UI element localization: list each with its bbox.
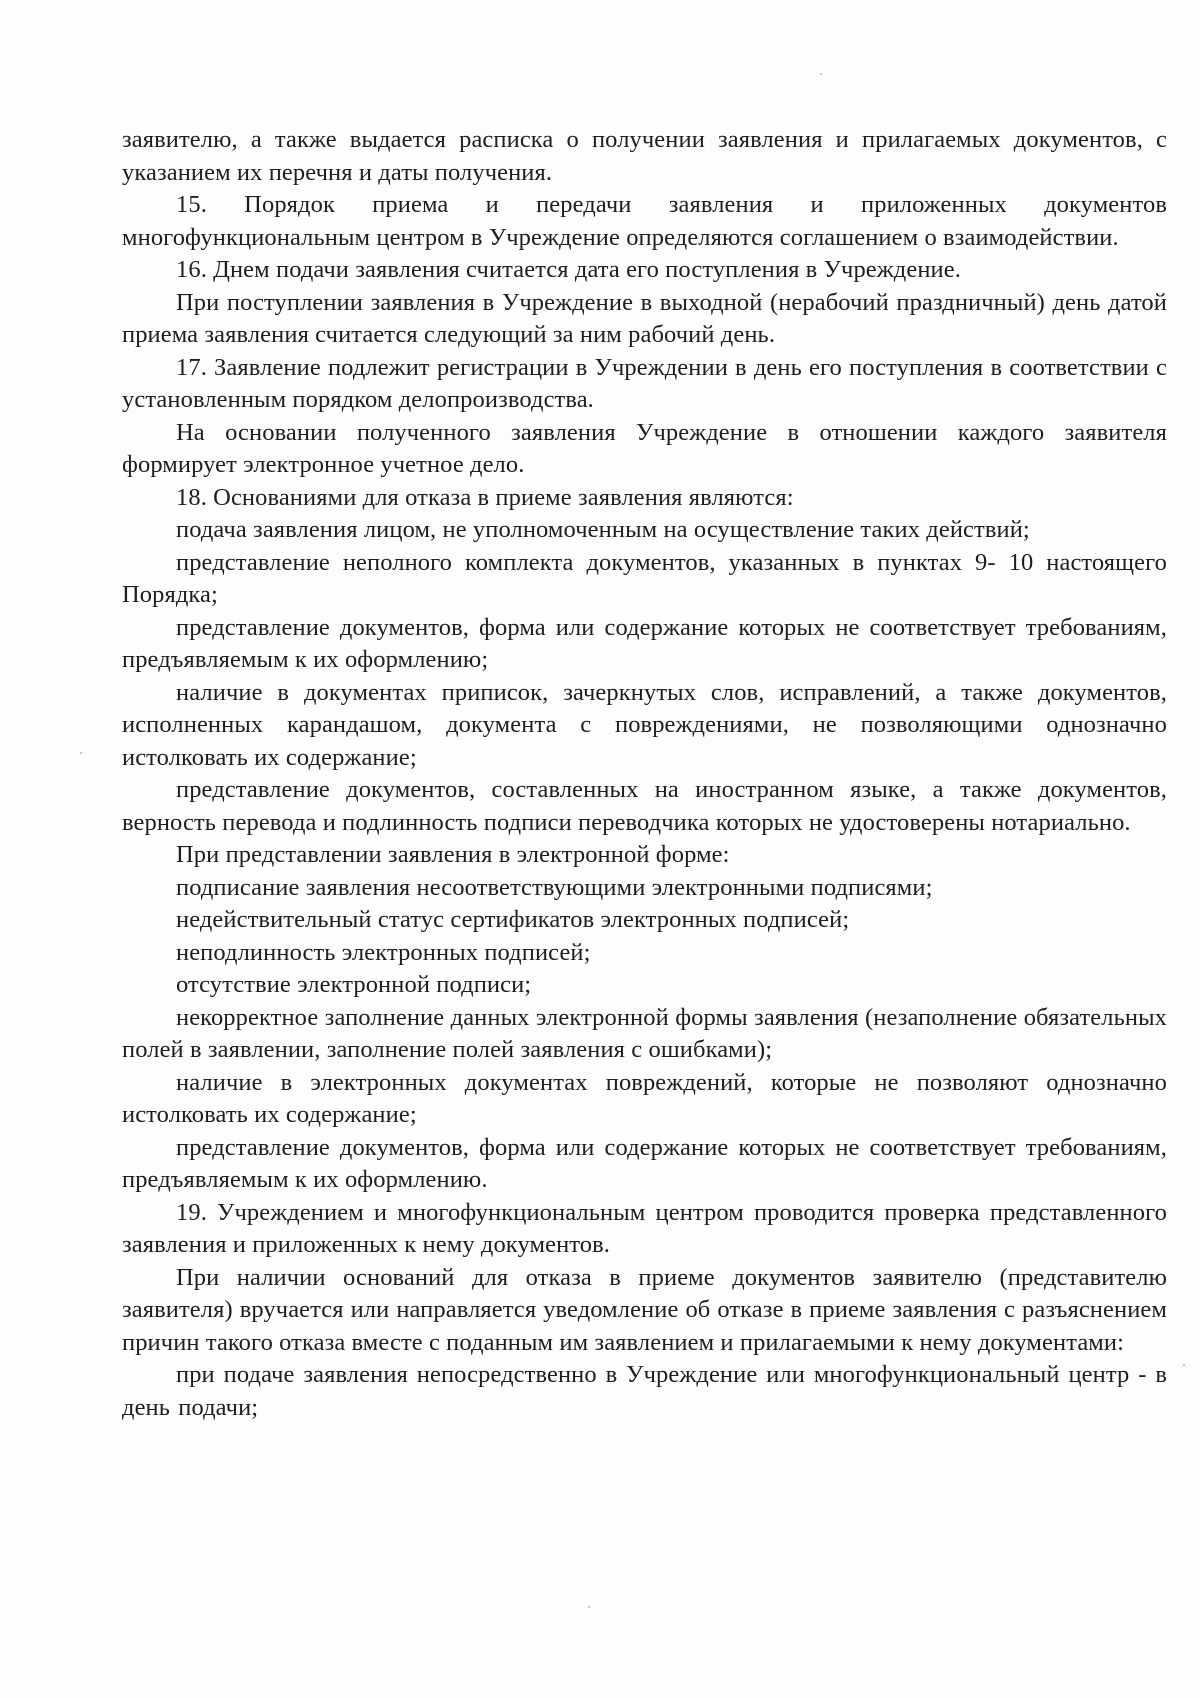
electronic-form-heading: При представлении заявления в электронной форме:: [176, 841, 730, 868]
paragraph-19-direct-submission: при подаче заявления непосредственно в Учреждение или многофункциональный центр - в день подачи;: [122, 1361, 1167, 1421]
paragraph-19: 19. Учреждением и многофункциональным центром проводится проверка представленного заявления и приложенных к нему документов.: [122, 1198, 1167, 1258]
electronic-ground-authenticity: неподлинность электронных подписей;: [176, 938, 591, 966]
refusal-ground-form-mismatch: представление документов, форма или содержание которых не соответствует требованиям, предъявляемым к их оформлению;: [122, 613, 1167, 673]
paragraph-18: 18. Основаниями для отказа в приеме заявления являются:: [176, 483, 794, 511]
paragraph-17-case-file: На основании полученного заявления Учреждение в отношении каждого заявителя формирует электронное учетное дело.: [122, 418, 1167, 478]
scan-speck: [820, 73, 822, 75]
paragraph-19-refusal-notice: При наличии оснований для отказа в приеме документов заявителю (представителю заявителя) вручается или направляется уведомление об отказе в приеме заявления с разъяснением причин такого отказа вместе с поданным им заявлением и прилагаемыми к нему документами:: [122, 1263, 1167, 1356]
refusal-ground-foreign-language: представление документов, составленных на иностранном языке, а также документов, верность перевода и подлинность подписи переводчика которых не удостоверены нотариально.: [122, 776, 1167, 836]
electronic-ground-incorrect-form: некорректное заполнение данных электронной формы заявления (незаполнение обязательных полей в заявлении, заполнение полей заявления с ошибками);: [122, 1003, 1167, 1063]
electronic-ground-damage: наличие в электронных документах повреждений, которые не позволяют однозначно истолковать их содержание;: [122, 1068, 1167, 1128]
electronic-ground-signatures: подписание заявления несоответствующими электронными подписями;: [176, 873, 933, 901]
electronic-ground-form-mismatch: представление документов, форма или содержание которых не соответствует требованиям, предъявляемым к их оформлению.: [122, 1133, 1167, 1193]
paragraph-16-holiday: При поступлении заявления в Учреждение в выходной (нерабочий праздничный) день датой приема заявления считается следующий за ним рабочий день.: [122, 288, 1167, 348]
refusal-ground-unauthorized: подача заявления лицом, не уполномоченным на осуществление таких действий;: [176, 516, 1030, 543]
paragraph-continuation: заявителю, а также выдается расписка о получении заявления и прилагаемых документов, с указанием их перечня и даты получения.: [122, 126, 1167, 186]
refusal-ground-corrections: наличие в документах приписок, зачеркнутых слов, исправлений, а также документов, исполненных карандашом, документа с повреждениями, не позволяющими однозначно истолковать их содержание;: [122, 678, 1167, 771]
paragraph-15: 15. Порядок приема и передачи заявления и приложенных документов многофункциональным центром в Учреждение определяются соглашением о взаимодействии.: [122, 191, 1167, 251]
refusal-ground-incomplete: представление неполного комплекта документов, указанных в пунктах 9- 10 настоящего Порядка;: [122, 548, 1167, 608]
paragraph-17: 17. Заявление подлежит регистрации в Учреждении в день его поступления в соответствии с установленным порядком делопроизводства.: [122, 353, 1167, 413]
scan-speck: [588, 1606, 590, 1608]
scan-speck: [80, 752, 82, 754]
electronic-ground-certificates: недействительный статус сертификатов электронных подписей;: [176, 906, 850, 933]
electronic-ground-no-signature: отсутствие электронной подписи;: [176, 971, 532, 998]
scan-speck: [1183, 1364, 1185, 1366]
paragraph-16: 16. Днем подачи заявления считается дата его поступления в Учреждение.: [176, 256, 961, 283]
document-body: [122, 124, 1167, 1424]
